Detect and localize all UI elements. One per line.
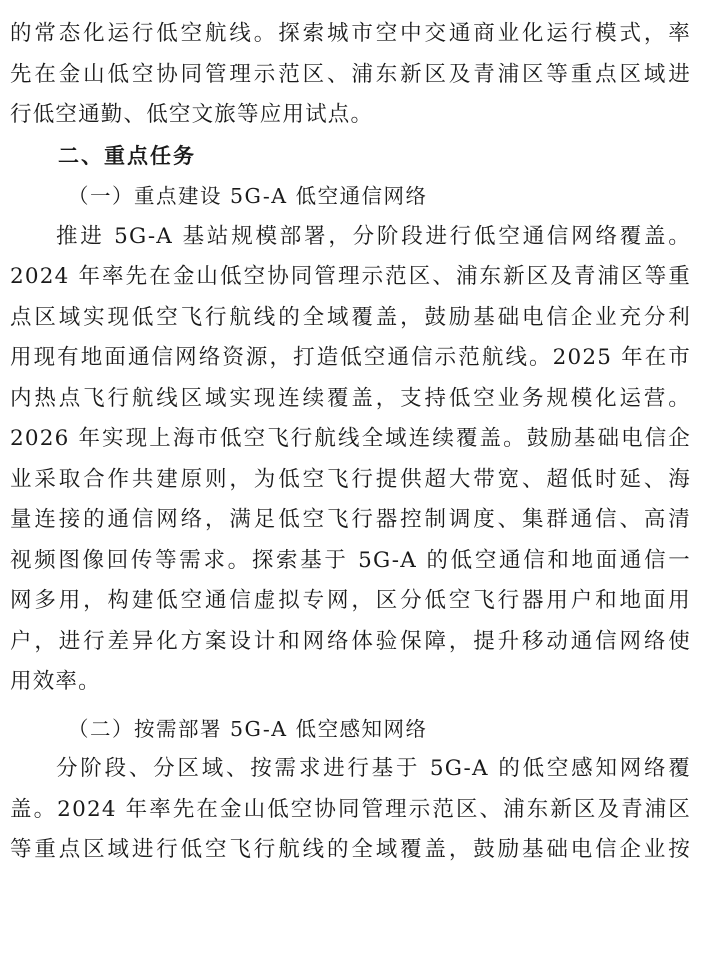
subsection-2-line-3: 等重点区域进行低空飞行航线的全域覆盖，鼓励基础电信企业按: [10, 837, 691, 862]
subsection-1-line-10: 网多用，构建低空通信虚拟专网，区分低空飞行器用户和地面用: [10, 588, 691, 613]
subsection-2-line-1: 分阶段、分区域、按需求进行基于 5G-A 的低空感知网络覆: [56, 756, 691, 781]
intro-line-3: 行低空通勤、低空文旅等应用试点。: [10, 102, 374, 127]
subsection-1-line-9: 视频图像回传等需求。探索基于 5G-A 的低空通信和地面通信一: [10, 547, 691, 573]
subsection-1-line-7: 业采取合作共建原则，为低空飞行提供超大带宽、超低时延、海: [10, 466, 691, 492]
intro-line-2: 先在金山低空协同管理示范区、浦东新区及青浦区等重点区域进: [10, 61, 691, 87]
subsection-2-title: （二）按需部署 5G-A 低空感知网络: [68, 716, 428, 741]
subsection-1-line-5: 内热点飞行航线区域实现连续覆盖，支持低空业务规模化运营。: [10, 385, 691, 411]
subsection-1-line-6: 2026 年实现上海市低空飞行航线全域连续覆盖。鼓励基础电信企: [10, 426, 691, 451]
subsection-1-line-1: 推进 5G-A 基站规模部署，分阶段进行低空通信网络覆盖。: [56, 223, 691, 249]
subsection-1-line-12: 用效率。: [10, 669, 101, 694]
section-heading: 二、重点任务: [58, 143, 196, 168]
subsection-1-line-2: 2024 年率先在金山低空协同管理示范区、浦东新区及青浦区等重: [10, 264, 691, 289]
subsection-1-line-4: 用现有地面通信网络资源，打造低空通信示范航线。2025 年在市: [10, 345, 691, 370]
subsection-1-line-11: 户，进行差异化方案设计和网络体验保障，提升移动通信网络使: [10, 628, 691, 654]
subsection-1-title: （一）重点建设 5G-A 低空通信网络: [68, 184, 428, 208]
subsection-1-line-3: 点区域实现低空飞行航线的全域覆盖，鼓励基础电信企业充分利: [10, 304, 691, 330]
intro-line-1: 的常态化运行低空航线。探索城市空中交通商业化运行模式，率: [10, 21, 691, 46]
subsection-2-line-2: 盖。2024 年率先在金山低空协同管理示范区、浦东新区及青浦区: [10, 796, 691, 822]
subsection-1-line-8: 量连接的通信网络，满足低空飞行器控制调度、集群通信、高清: [10, 507, 691, 532]
